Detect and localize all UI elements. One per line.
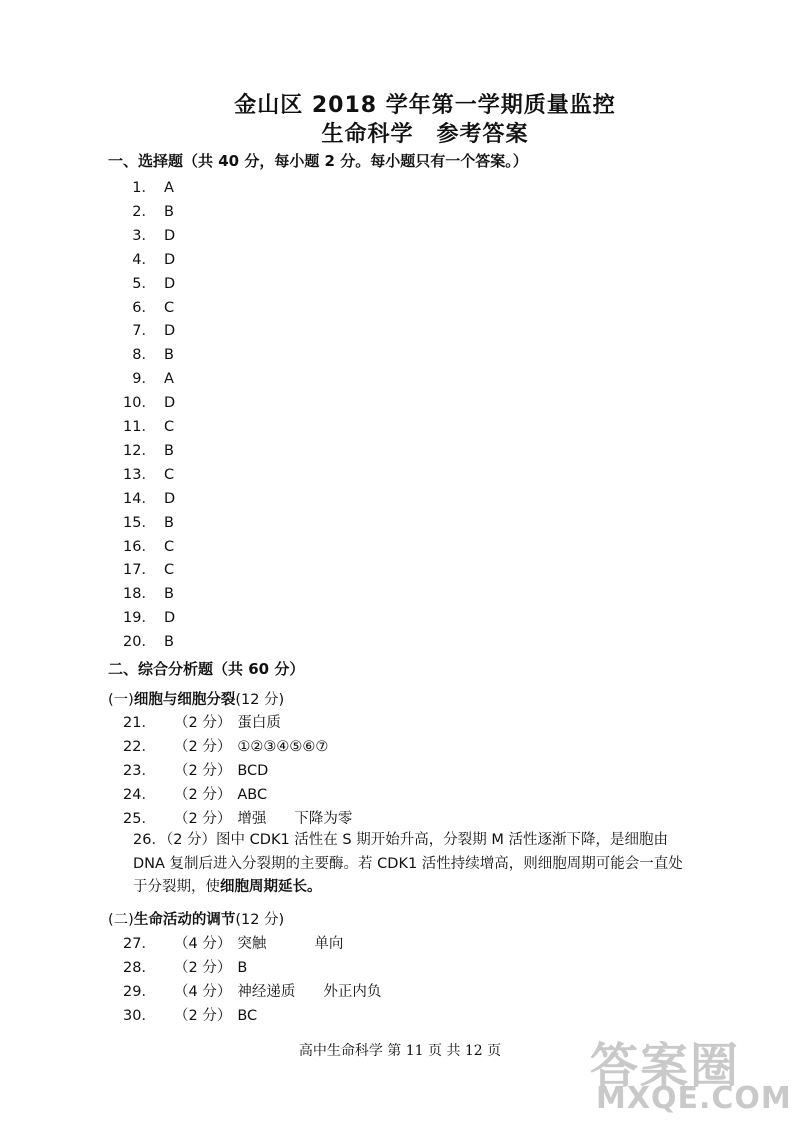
answer-letter: D — [164, 227, 176, 244]
answer-letter: D — [164, 395, 176, 412]
mc-answer-row — [120, 463, 200, 484]
answer-text: 增强 — [237, 811, 267, 827]
answer-text: BC — [237, 1008, 258, 1024]
mc-answer-row — [120, 582, 200, 603]
page-subtitle: 生命科学 参考答案 — [321, 122, 529, 147]
mc-answer-row — [120, 439, 200, 460]
section2-heading: 二、综合分析题（共 60 分） — [108, 660, 305, 678]
answer-paragraph — [133, 829, 693, 900]
mc-answer-row — [120, 606, 200, 627]
part1-score: (12 分) — [235, 692, 285, 708]
question-number: 13． — [123, 466, 156, 483]
answer-text: 图中 CDK1 活性在 S 期开始升高，分裂期 M 活性逐渐下降，是细胞由 DNA 复制后进入分裂期的主要酶。若 CDK1 活性持续增高，则细胞周期可能会一直处于分裂期，使 — [133, 832, 683, 895]
question-number: 25． — [123, 811, 156, 827]
question-number: 21． — [123, 715, 156, 731]
mc-answer-row — [120, 487, 200, 508]
mc-answer-row — [120, 558, 200, 579]
page-title: 金山区 2018 学年第一学期质量监控 — [234, 93, 616, 118]
question-number: 26． — [133, 832, 166, 848]
answer-text: BCD — [237, 763, 269, 779]
answer-row — [120, 711, 281, 732]
answer-letter: D — [164, 610, 176, 627]
question-number: 1． — [132, 180, 156, 196]
question-number: 24． — [123, 787, 156, 803]
question-number: 9． — [132, 371, 156, 388]
answer-row — [120, 759, 268, 780]
question-number: 4． — [132, 251, 156, 268]
mc-answer-row — [120, 343, 200, 364]
answer-letter: B — [164, 514, 174, 531]
answer-letter: C — [164, 299, 175, 316]
answer-letter: C — [164, 466, 175, 483]
mc-answer-row — [120, 367, 200, 388]
question-number: 27． — [123, 936, 156, 952]
mc-answer-row — [120, 200, 200, 221]
page-footer: 高中生命科学 第 11 页 共 12 页 — [298, 1043, 502, 1059]
answer-letter: B — [164, 634, 174, 651]
answer-row — [120, 1004, 257, 1025]
question-number: 8． — [132, 347, 156, 364]
question-number: 10． — [123, 395, 156, 412]
mc-answer-row — [120, 176, 200, 197]
answer-letter: D — [164, 323, 176, 340]
question-number: 20． — [123, 634, 156, 651]
part2-heading — [108, 908, 284, 929]
answer-text-2: 外正内负 — [323, 984, 382, 1000]
part1-heading — [108, 688, 284, 709]
watermark-text: 答案圈 — [590, 1038, 741, 1094]
question-number: 3． — [132, 227, 156, 244]
mc-answer-row — [120, 248, 200, 269]
question-points: （2 分） — [174, 811, 232, 827]
question-points: （2 分） — [174, 787, 232, 803]
answer-letter: B — [164, 586, 174, 603]
question-number: 29． — [123, 984, 156, 1000]
answer-letter: C — [164, 562, 175, 579]
question-points: （2 分） — [174, 960, 232, 976]
answer-letter: A — [164, 371, 174, 388]
question-points: （2 分） — [174, 763, 232, 779]
question-number: 28． — [123, 960, 156, 976]
mc-answer-row — [120, 272, 200, 293]
mc-answer-row — [120, 296, 200, 317]
answer-letter: D — [164, 490, 176, 507]
mc-answer-row — [120, 535, 200, 556]
question-points: （4 分） — [174, 936, 232, 952]
answer-letter: B — [164, 203, 174, 220]
question-number: 22． — [123, 739, 156, 755]
question-number: 14． — [123, 490, 156, 507]
section1-heading: 一、选择题（共 40 分，每小题 2 分。每小题只有一个答案。） — [108, 152, 528, 170]
answer-letter: A — [164, 180, 174, 196]
part2-score: (12 分) — [235, 912, 285, 928]
answer-text-2: 单向 — [314, 936, 344, 952]
question-number: 16． — [123, 538, 156, 555]
answer-letter: C — [164, 419, 175, 435]
part1-prefix: (一) — [108, 692, 134, 708]
question-number: 11． — [123, 419, 156, 435]
answer-row — [120, 807, 352, 828]
answer-text-2: 下降为零 — [294, 811, 353, 827]
question-number: 19． — [123, 610, 156, 627]
answer-text: 突触 — [237, 936, 267, 952]
answer-text: 神经递质 — [237, 984, 296, 1000]
question-number: 18． — [123, 586, 156, 603]
watermark-url: MXQE.COM — [596, 1081, 792, 1116]
answer-letter: B — [164, 347, 174, 364]
question-number: 23． — [123, 763, 156, 779]
question-points: （2 分） — [165, 832, 217, 848]
answer-text: B — [237, 960, 248, 976]
question-number: 2． — [132, 203, 156, 220]
answer-row — [120, 980, 381, 1001]
answer-row — [120, 735, 328, 756]
question-number: 5． — [132, 275, 156, 292]
mc-answer-row — [120, 415, 200, 436]
part2-prefix: (二) — [108, 912, 134, 928]
answer-text: 蛋白质 — [237, 715, 281, 731]
question-number: 15． — [123, 514, 156, 531]
answer-letter: D — [164, 251, 176, 268]
answer-letter: B — [164, 442, 174, 459]
mc-answer-row — [120, 630, 200, 651]
question-points: （2 分） — [174, 739, 232, 755]
answer-text: ①②③④⑤⑥⑦ — [237, 739, 329, 755]
question-number: 12． — [123, 442, 156, 459]
answer-letter: D — [164, 275, 176, 292]
mc-answer-row — [120, 319, 200, 340]
answer-text: ABC — [237, 787, 268, 803]
watermark-logo — [590, 1027, 792, 1121]
answer-row — [120, 783, 267, 804]
question-points: （2 分） — [174, 715, 232, 731]
mc-answer-row — [120, 224, 200, 245]
answer-row — [120, 932, 343, 953]
answer-row — [120, 956, 247, 977]
question-points: （4 分） — [174, 984, 232, 1000]
mc-answer-row — [120, 391, 200, 412]
question-number: 30． — [123, 1008, 156, 1024]
part2-name: 生命活动的调节 — [133, 912, 236, 928]
question-number: 7． — [132, 323, 156, 340]
answer-emphasis: 细胞周期延长。 — [220, 879, 322, 895]
mc-answer-row — [120, 511, 200, 532]
answer-letter: C — [164, 538, 175, 555]
question-number: 17． — [123, 562, 156, 579]
part1-name: 细胞与细胞分裂 — [133, 692, 236, 708]
question-number: 6． — [132, 299, 156, 316]
question-points: （2 分） — [174, 1008, 232, 1024]
